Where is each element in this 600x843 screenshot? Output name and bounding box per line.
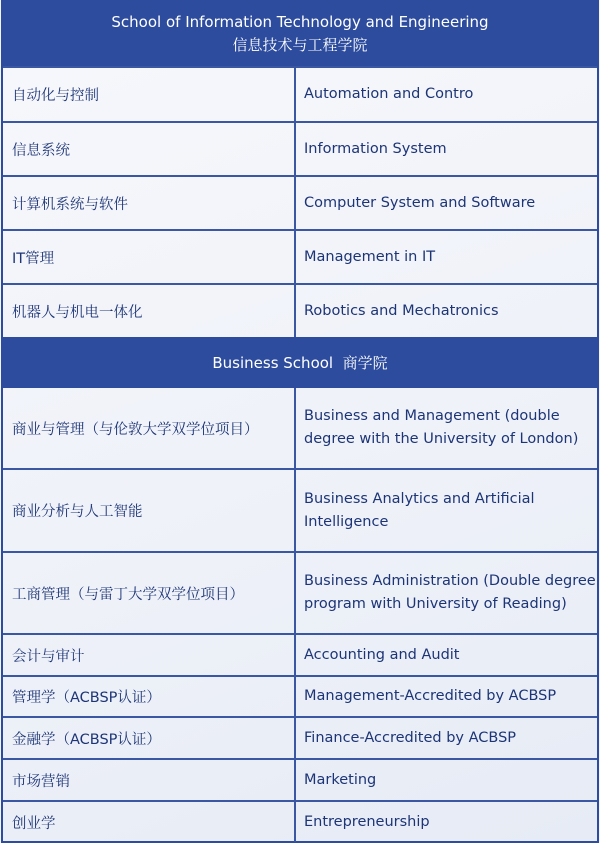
section-header-business bbox=[3, 337, 597, 388]
program-zh: 商业分析与人工智能 bbox=[3, 470, 296, 551]
program-en: Information System bbox=[304, 140, 447, 157]
section-title-en: School of Information Technology and Engineering bbox=[111, 13, 489, 31]
program-en: Business and Management (double degree with the University of London) bbox=[304, 408, 579, 447]
program-zh: 创业学 bbox=[3, 802, 296, 842]
program-en: Business Analytics and Artificial Intelligence bbox=[304, 490, 535, 530]
table-row bbox=[3, 468, 597, 551]
program-en: Management-Accredited by ACBSP bbox=[304, 688, 557, 704]
program-en: Robotics and Mechatronics bbox=[304, 302, 499, 319]
program-zh: 工商管理（与雷丁大学双学位项目） bbox=[3, 553, 296, 633]
table-row bbox=[3, 283, 597, 337]
program-zh: 市场营销 bbox=[3, 760, 296, 800]
program-zh: 金融学（ACBSP认证） bbox=[3, 718, 296, 758]
section-title: Business School 商学院 bbox=[212, 354, 388, 372]
program-zh: 管理学（ACBSP认证） bbox=[3, 677, 296, 716]
program-zh: 商业与管理（与伦敦大学双学位项目） bbox=[3, 388, 296, 468]
program-zh: 机器人与机电一体化 bbox=[3, 285, 296, 337]
program-en: Entrepreneurship bbox=[304, 813, 430, 830]
program-zh: 信息系统 bbox=[3, 123, 296, 175]
program-zh: IT管理 bbox=[3, 231, 296, 283]
program-en: Business Administration (Double degree program with University of Reading) bbox=[304, 573, 596, 612]
program-en: Management in IT bbox=[304, 248, 436, 265]
program-zh: 自动化与控制 bbox=[3, 68, 296, 121]
table-row bbox=[3, 175, 597, 229]
table-row bbox=[3, 800, 597, 842]
table-row bbox=[3, 229, 597, 283]
table-row bbox=[3, 758, 597, 800]
program-en: Marketing bbox=[304, 771, 377, 788]
programs-table bbox=[1, 0, 599, 843]
table-row bbox=[3, 551, 597, 633]
table-row bbox=[3, 716, 597, 758]
section-title-zh: 信息技术与工程学院 bbox=[232, 36, 368, 54]
table-row bbox=[3, 121, 597, 175]
program-en: Accounting and Audit bbox=[304, 646, 460, 663]
table-row bbox=[3, 388, 597, 468]
program-en: Automation and Contro bbox=[304, 86, 474, 102]
table-row bbox=[3, 675, 597, 716]
program-zh: 计算机系统与软件 bbox=[3, 177, 296, 229]
table-row bbox=[3, 66, 597, 121]
table-row bbox=[3, 633, 597, 675]
program-en: Computer System and Software bbox=[304, 194, 536, 211]
section-header-it bbox=[3, 2, 597, 66]
program-en: Finance-Accredited by ACBSP bbox=[304, 729, 517, 746]
program-zh: 会计与审计 bbox=[3, 635, 296, 675]
